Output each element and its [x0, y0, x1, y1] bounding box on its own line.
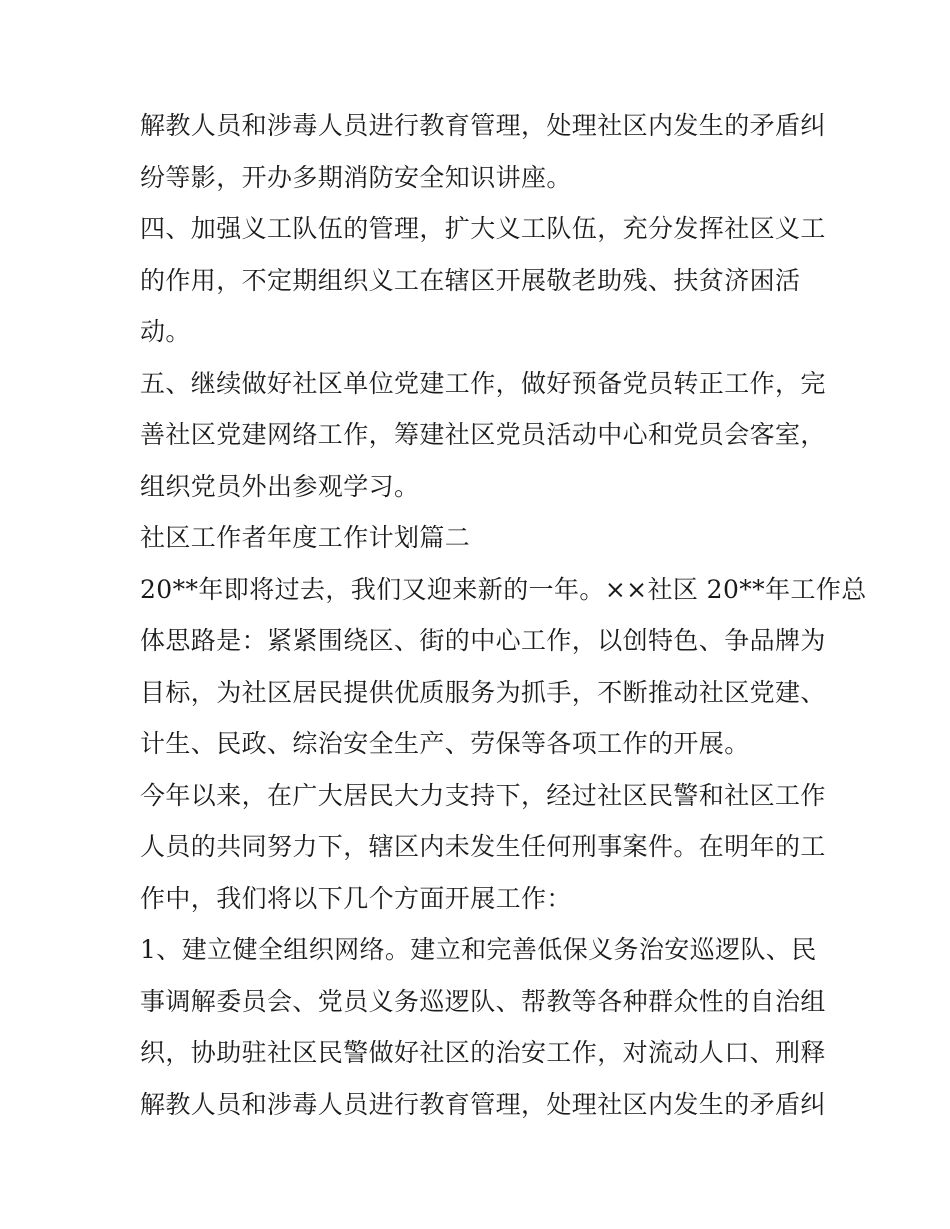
- text-line: 组织党员外出参观学习。: [140, 471, 420, 501]
- text-line: 体思路是：紧紧围绕区、街的中心工作，以创特色、争品牌为: [140, 626, 826, 655]
- text-line: 今年以来，在广大居民大力支持下，经过社区民警和社区工作: [140, 780, 826, 810]
- text-line: 解教人员和涉毒人员进行教育管理，处理社区内发生的矛盾纠: [140, 111, 826, 140]
- section-heading: 社区工作者年度工作计划篇二: [140, 523, 471, 552]
- text-line: 善社区党建网络工作，筹建社区党员活动中心和党员会客室，: [140, 420, 826, 449]
- text-line: 四、加强义工队伍的管理，扩大义工队伍，充分发挥社区义工: [140, 214, 826, 243]
- text-line: 20**年即将过去，我们又迎来新的一年。××社区 20**年工作总: [140, 574, 867, 604]
- text-line: 人员的共同努力下，辖区内未发生任何刑事案件。在明年的工: [140, 832, 826, 861]
- document-body: [140, 100, 867, 1130]
- text-line: 作中，我们将以下几个方面开展工作：: [140, 883, 572, 913]
- text-line: 解教人员和涉毒人员进行教育管理，处理社区内发生的矛盾纠: [140, 1089, 826, 1119]
- text-line: 目标，为社区居民提供优质服务为抓手，不断推动社区党建、: [140, 677, 826, 707]
- text-line: 织，协助驻社区民警做好社区的治安工作，对流动人口、刑释: [140, 1038, 826, 1067]
- text-line: 的作用，不定期组织义工在辖区开展敬老助残、扶贫济困活: [140, 265, 801, 295]
- text-line: 计生、民政、综治安全生产、劳保等各项工作的开展。: [140, 729, 750, 758]
- text-line: 五、继续做好社区单位党建工作，做好预备党员转正工作，完: [140, 368, 826, 398]
- text-line: 事调解委员会、党员义务巡逻队、帮教等各种群众性的自治组: [140, 986, 826, 1016]
- text-line: 动。: [140, 317, 191, 346]
- text-line: 纷等影，开办多期消防安全知识讲座。: [140, 162, 572, 192]
- text-line: 1、建立健全组织网络。建立和完善低保义务治安巡逻队、民: [140, 935, 817, 964]
